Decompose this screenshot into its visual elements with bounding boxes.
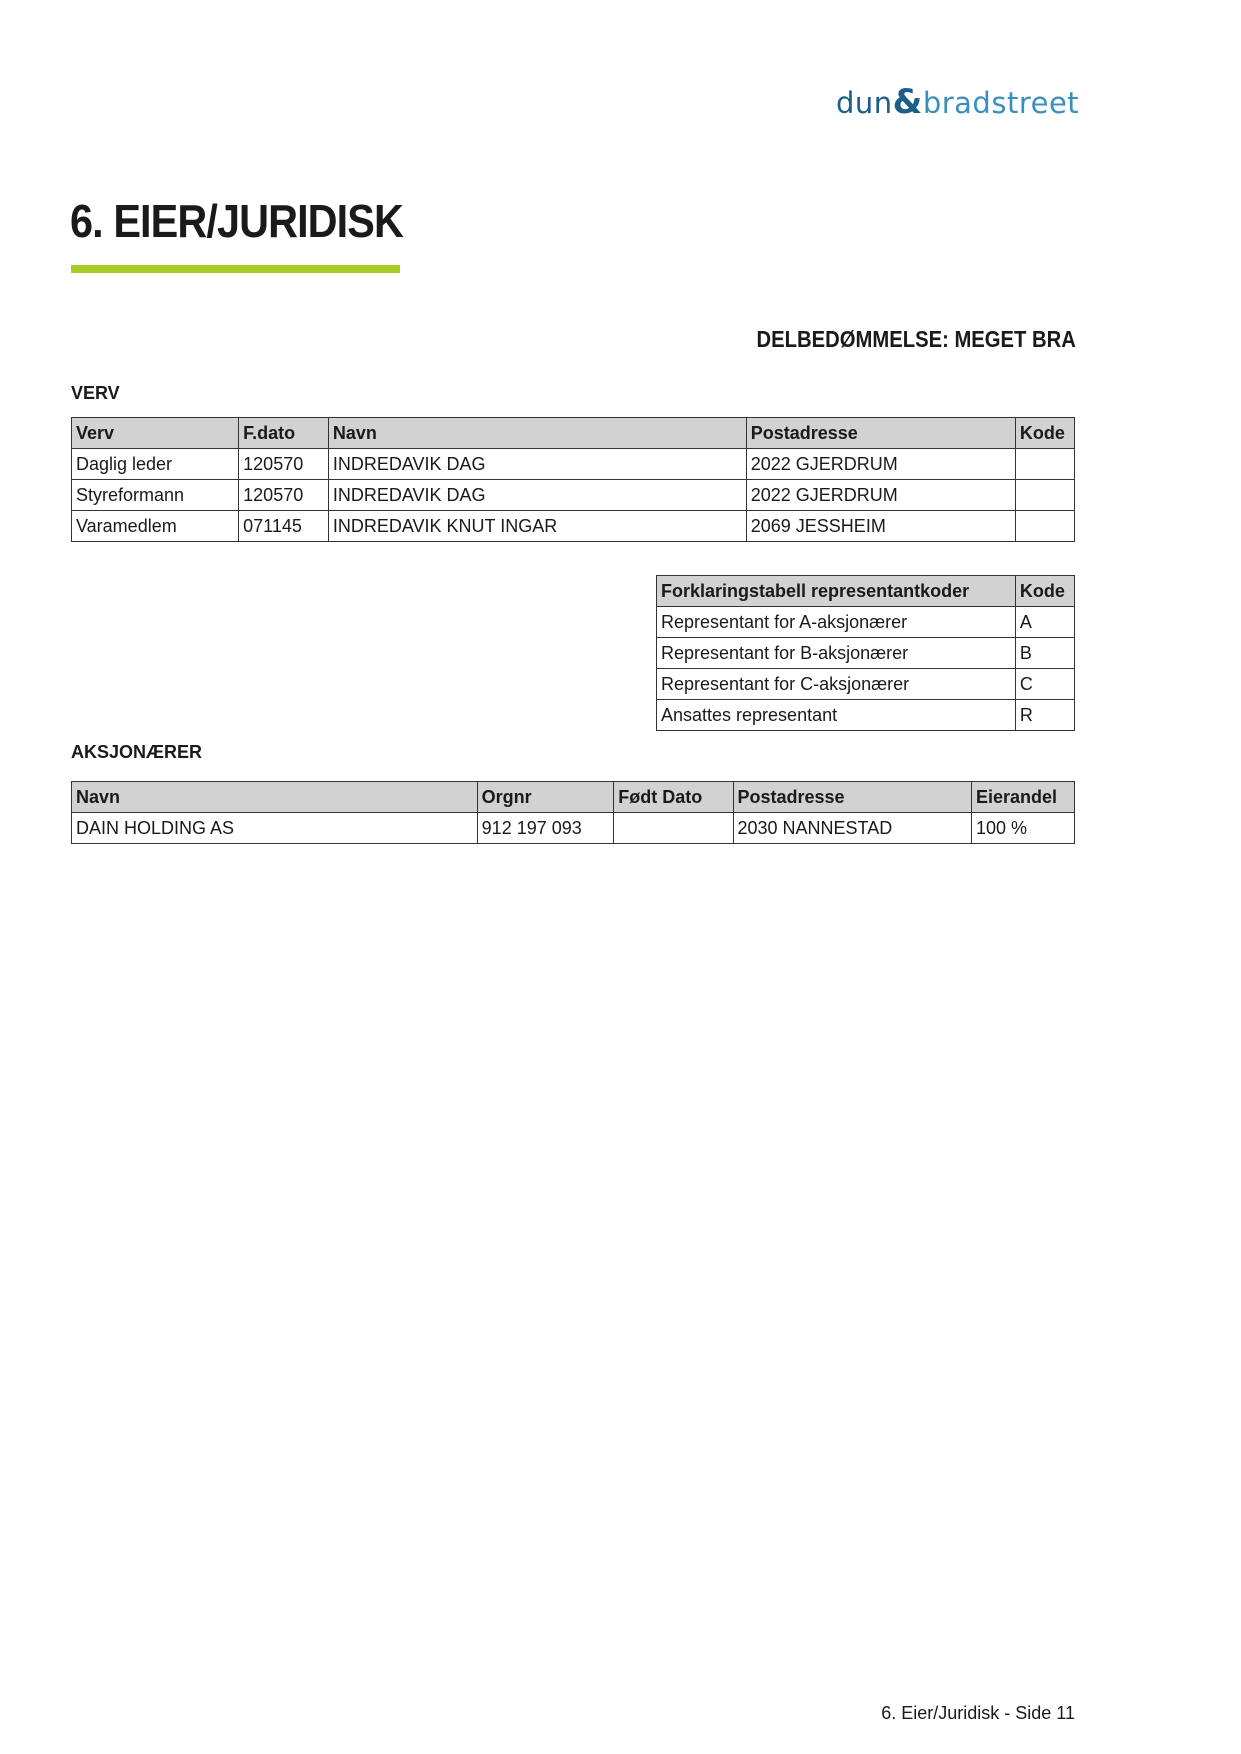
column-header: Kode — [1015, 418, 1074, 449]
column-header: Orgnr — [477, 782, 614, 813]
table-cell — [1015, 511, 1074, 542]
table-cell: 2022 GJERDRUM — [746, 449, 1015, 480]
table-cell: C — [1015, 669, 1074, 700]
table-cell: Representant for C-aksjonærer — [657, 669, 1016, 700]
table-row — [72, 511, 1075, 542]
verv-table — [71, 417, 1075, 542]
logo-ampersand: & — [892, 82, 923, 122]
table-cell: Styreformann — [72, 480, 239, 511]
page-footer: 6. Eier/Juridisk - Side 11 — [881, 1703, 1075, 1723]
column-header: Navn — [328, 418, 746, 449]
column-header: Postadresse — [733, 782, 972, 813]
table-cell: 071145 — [239, 511, 329, 542]
table-row — [657, 669, 1075, 700]
codes-header-row — [657, 576, 1075, 607]
table-cell: INDREDAVIK DAG — [328, 480, 746, 511]
table-row — [657, 607, 1075, 638]
table-cell: 120570 — [239, 449, 329, 480]
table-cell: 2022 GJERDRUM — [746, 480, 1015, 511]
table-cell: INDREDAVIK KNUT INGAR — [328, 511, 746, 542]
table-cell — [1015, 480, 1074, 511]
table-cell: Ansattes representant — [657, 700, 1016, 731]
verv-body — [72, 449, 1075, 542]
table-cell: INDREDAVIK DAG — [328, 449, 746, 480]
table-cell: 100 % — [972, 813, 1075, 844]
representative-codes-table — [656, 575, 1075, 731]
table-cell: 2069 JESSHEIM — [746, 511, 1015, 542]
table-row — [72, 480, 1075, 511]
table-cell: B — [1015, 638, 1074, 669]
shareholders-heading: AKSJONÆRER — [71, 742, 203, 762]
table-row — [657, 638, 1075, 669]
column-header: Verv — [72, 418, 239, 449]
rating-label: DELBEDØMMELSE: MEGET BRA — [756, 326, 1076, 352]
column-header: Født Dato — [614, 782, 733, 813]
logo-text-bradstreet: bradstreet — [922, 86, 1080, 120]
column-header: Navn — [72, 782, 478, 813]
shareholders-table — [71, 781, 1075, 844]
verv-heading: VERV — [71, 383, 120, 403]
table-cell: Daglig leder — [72, 449, 239, 480]
table-row — [72, 813, 1075, 844]
column-header: Eierandel — [972, 782, 1075, 813]
table-cell: A — [1015, 607, 1074, 638]
table-cell: 2030 NANNESTAD — [733, 813, 972, 844]
column-header: Postadresse — [746, 418, 1015, 449]
table-cell: Varamedlem — [72, 511, 239, 542]
table-cell: R — [1015, 700, 1074, 731]
table-cell: Representant for B-aksjonærer — [657, 638, 1016, 669]
column-header: F.dato — [239, 418, 329, 449]
verv-header-row — [72, 418, 1075, 449]
shareholders-header-row — [72, 782, 1075, 813]
table-cell: Representant for A-aksjonærer — [657, 607, 1016, 638]
column-header: Kode — [1015, 576, 1074, 607]
logo-text-dun: dun — [836, 86, 893, 120]
table-cell: 912 197 093 — [477, 813, 614, 844]
table-cell: 120570 — [239, 480, 329, 511]
table-row — [72, 449, 1075, 480]
table-cell — [1015, 449, 1074, 480]
table-row — [657, 700, 1075, 731]
column-header: Forklaringstabell representantkoder — [657, 576, 1016, 607]
shareholders-body — [72, 813, 1075, 844]
table-cell: DAIN HOLDING AS — [72, 813, 478, 844]
title-underline — [71, 265, 400, 273]
dun-bradstreet-logo — [836, 82, 1080, 122]
section-title: 6. EIER/JURIDISK — [70, 195, 403, 247]
codes-body — [657, 607, 1075, 731]
table-cell — [614, 813, 733, 844]
